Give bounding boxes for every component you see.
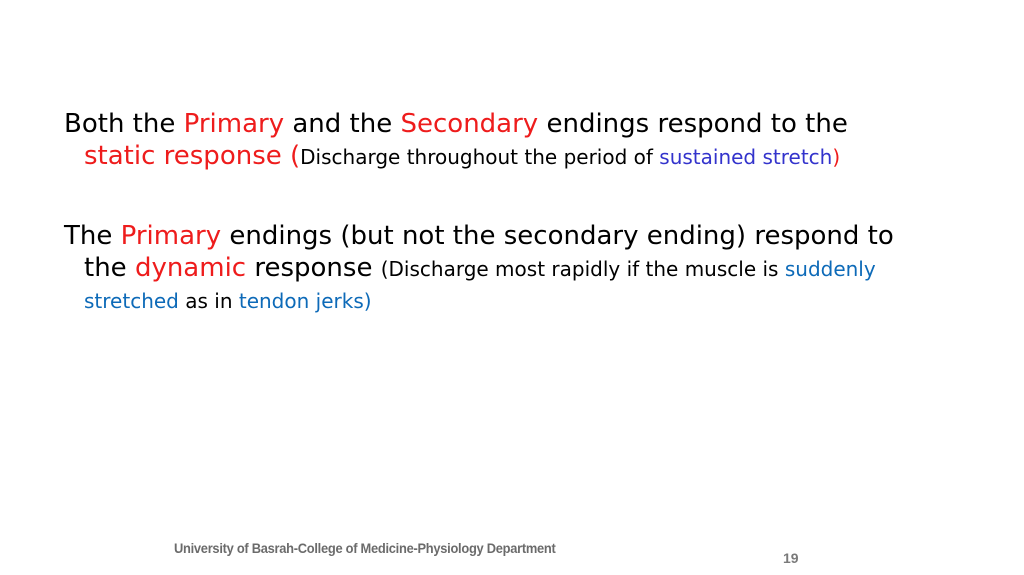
text-discharge-rapidly: (Discharge most rapidly if the muscle is: [380, 257, 785, 281]
footer-institution: University of Basrah-College of Medicine-Physiology Department: [174, 540, 556, 556]
paragraph-dynamic-response: [64, 220, 944, 316]
term-primary: Primary: [183, 109, 285, 139]
term-suddenly-stretched: suddenly stretched: [84, 257, 876, 313]
term-static-response: static response (: [84, 141, 301, 171]
text-endings-but-not: endings (but not the secondary ending) respond to the: [84, 221, 894, 283]
page-number: 19: [783, 550, 799, 566]
term-secondary: Secondary: [400, 109, 539, 139]
term-primary-2: Primary: [120, 221, 222, 251]
text-both-the: Both the: [64, 109, 184, 139]
text-the: The: [64, 221, 121, 251]
paragraph-static-response: [64, 108, 944, 172]
term-dynamic: dynamic: [134, 253, 247, 283]
text-and-the: and the: [284, 109, 401, 139]
term-sustained-stretch: sustained stretch: [659, 145, 833, 169]
text-discharge-throughout: Discharge throughout the period of: [300, 145, 660, 169]
term-tendon-jerks: tendon jerks): [238, 289, 372, 313]
slide-body: [64, 108, 944, 316]
text-as-in: as in: [178, 289, 239, 313]
text-response: response: [246, 253, 381, 283]
text-endings-respond: endings respond to the: [538, 109, 848, 139]
closing-paren: ): [832, 145, 841, 169]
